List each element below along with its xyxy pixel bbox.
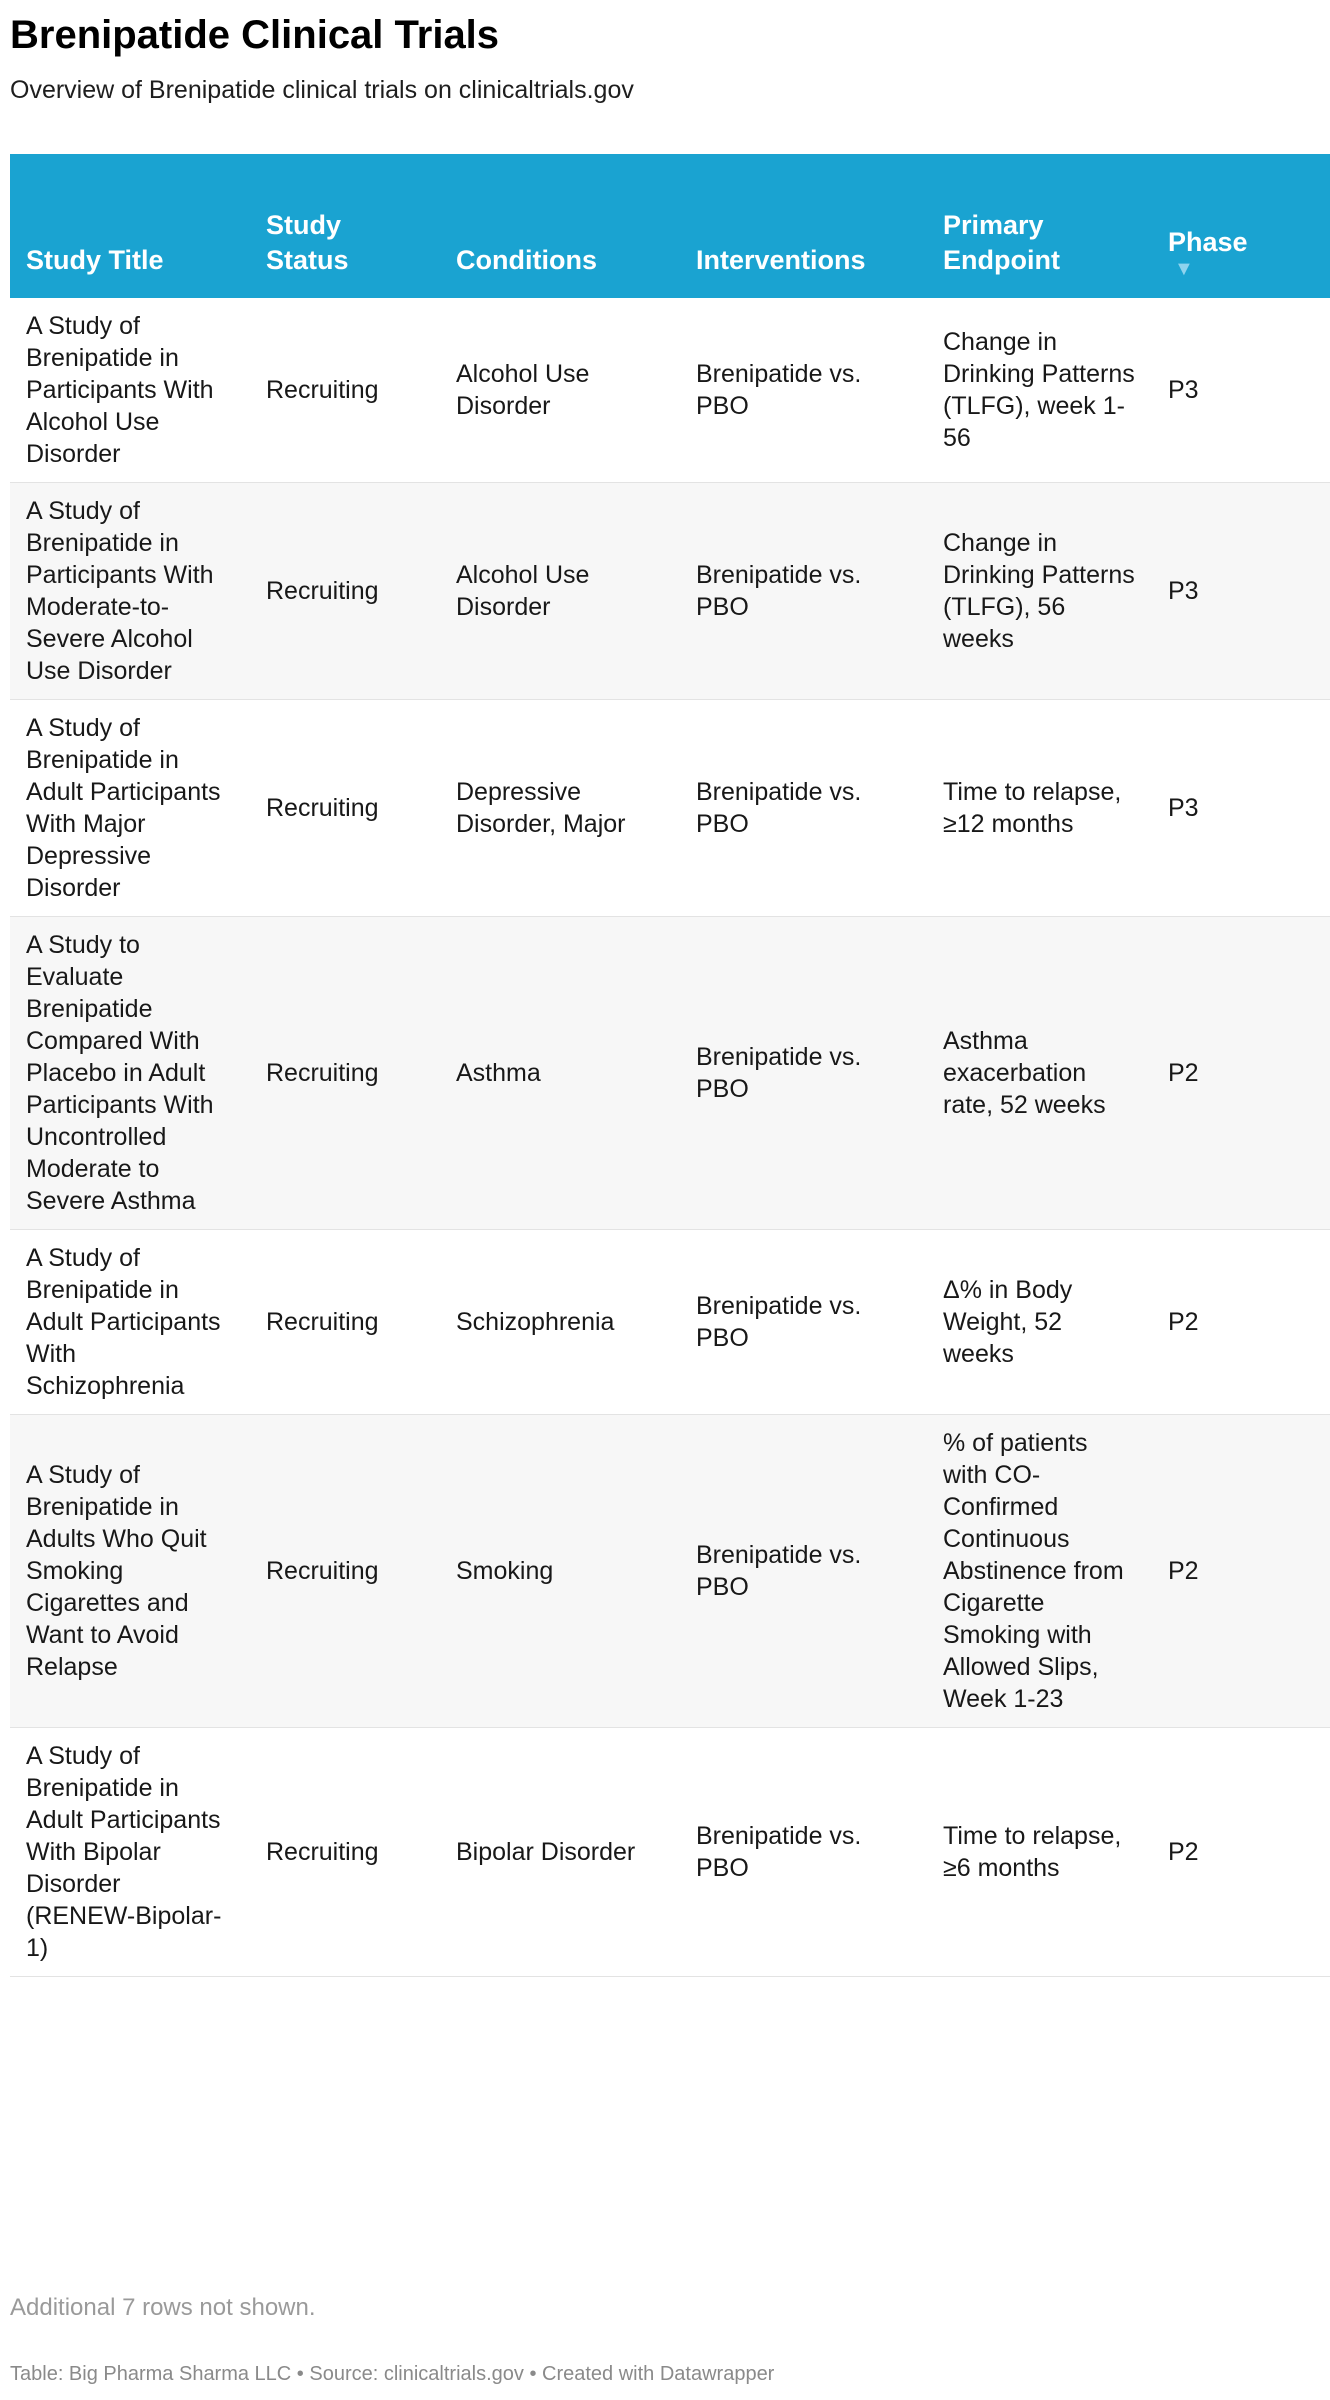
cell-primary-endpoint: Δ% in Body Weight, 52 weeks (927, 1230, 1152, 1415)
cell-conditions: Schizophrenia (440, 1230, 680, 1415)
cell-study-status: Recruiting (250, 1230, 440, 1415)
table-row (10, 700, 1330, 917)
cell-study-status: Recruiting (250, 483, 440, 700)
source-credit: Table: Big Pharma Sharma LLC • Source: clinicaltrials.gov • Created with Datawrapper (10, 2363, 775, 2385)
cell-primary-endpoint: Change in Drinking Patterns (TLFG), 56 weeks (927, 483, 1152, 700)
cell-conditions: Asthma (440, 917, 680, 1230)
cell-study-title: A Study of Brenipatide in Adult Participants With Bipolar Disorder (RENEW-Bipolar-1) (10, 1728, 250, 1977)
cell-conditions: Alcohol Use Disorder (440, 483, 680, 700)
column-header-primary-endpoint[interactable]: Primary Endpoint (927, 154, 1152, 298)
cell-interventions: Brenipatide vs. PBO (680, 700, 927, 917)
column-header-phase[interactable] (1152, 154, 1330, 298)
column-header-study-title[interactable]: Study Title (10, 154, 250, 298)
cell-interventions: Brenipatide vs. PBO (680, 298, 927, 483)
cell-study-title: A Study of Brenipatide in Participants With Alcohol Use Disorder (10, 298, 250, 483)
rows-hidden-note: Additional 7 rows not shown. (10, 2294, 316, 2321)
table-scroll-area[interactable] (10, 154, 1248, 1977)
cell-conditions: Smoking (440, 1415, 680, 1728)
column-header-interventions[interactable]: Interventions (680, 154, 927, 298)
cell-study-title: A Study of Brenipatide in Adult Participants With Schizophrenia (10, 1230, 250, 1415)
cell-primary-endpoint: Asthma exacerbation rate, 52 weeks (927, 917, 1152, 1230)
cell-study-title: A Study to Evaluate Brenipatide Compared With Placebo in Adult Participants With Uncontrolled Moderate to Severe Asthma (10, 917, 250, 1230)
cell-phase: P3 (1152, 298, 1330, 483)
cell-interventions: Brenipatide vs. PBO (680, 483, 927, 700)
table-header-row (10, 154, 1330, 298)
column-header-conditions[interactable]: Conditions (440, 154, 680, 298)
cell-phase: P2 (1152, 1415, 1330, 1728)
table-row (10, 483, 1330, 700)
table-row (10, 1415, 1330, 1728)
table-row (10, 1728, 1330, 1977)
cell-conditions: Depressive Disorder, Major (440, 700, 680, 917)
trials-table (10, 154, 1330, 1977)
sort-descending-icon: ▼ (1174, 258, 1194, 280)
cell-primary-endpoint: Time to relapse, ≥12 months (927, 700, 1152, 917)
cell-interventions: Brenipatide vs. PBO (680, 917, 927, 1230)
cell-primary-endpoint: Time to relapse, ≥6 months (927, 1728, 1152, 1977)
cell-conditions: Bipolar Disorder (440, 1728, 680, 1977)
cell-conditions: Alcohol Use Disorder (440, 298, 680, 483)
chart-container (10, 0, 1248, 2385)
cell-study-title: A Study of Brenipatide in Adult Participants With Major Depressive Disorder (10, 700, 250, 917)
cell-study-status: Recruiting (250, 917, 440, 1230)
cell-study-status: Recruiting (250, 298, 440, 483)
cell-phase: P2 (1152, 917, 1330, 1230)
cell-study-status: Recruiting (250, 1728, 440, 1977)
page-title: Brenipatide Clinical Trials (10, 13, 500, 57)
table-row (10, 298, 1330, 483)
cell-study-title: A Study of Brenipatide in Participants With Moderate-to-Severe Alcohol Use Disorder (10, 483, 250, 700)
page-subtitle: Overview of Brenipatide clinical trials on clinicaltrials.gov (10, 76, 634, 104)
column-header-phase-label: Phase (1168, 227, 1248, 257)
column-header-study-status[interactable]: Study Status (250, 154, 440, 298)
cell-phase: P2 (1152, 1230, 1330, 1415)
cell-phase: P2 (1152, 1728, 1330, 1977)
cell-phase: P3 (1152, 483, 1330, 700)
cell-phase: P3 (1152, 700, 1330, 917)
cell-study-status: Recruiting (250, 700, 440, 917)
cell-interventions: Brenipatide vs. PBO (680, 1728, 927, 1977)
cell-interventions: Brenipatide vs. PBO (680, 1230, 927, 1415)
table-row (10, 917, 1330, 1230)
cell-primary-endpoint: Change in Drinking Patterns (TLFG), week 1-56 (927, 298, 1152, 483)
cell-primary-endpoint: % of patients with CO-Confirmed Continuous Abstinence from Cigarette Smoking with Allowed Slips, Week 1-23 (927, 1415, 1152, 1728)
cell-interventions: Brenipatide vs. PBO (680, 1415, 927, 1728)
table-row (10, 1230, 1330, 1415)
cell-study-status: Recruiting (250, 1415, 440, 1728)
table-body (10, 298, 1330, 1977)
cell-study-title: A Study of Brenipatide in Adults Who Quit Smoking Cigarettes and Want to Avoid Relapse (10, 1415, 250, 1728)
